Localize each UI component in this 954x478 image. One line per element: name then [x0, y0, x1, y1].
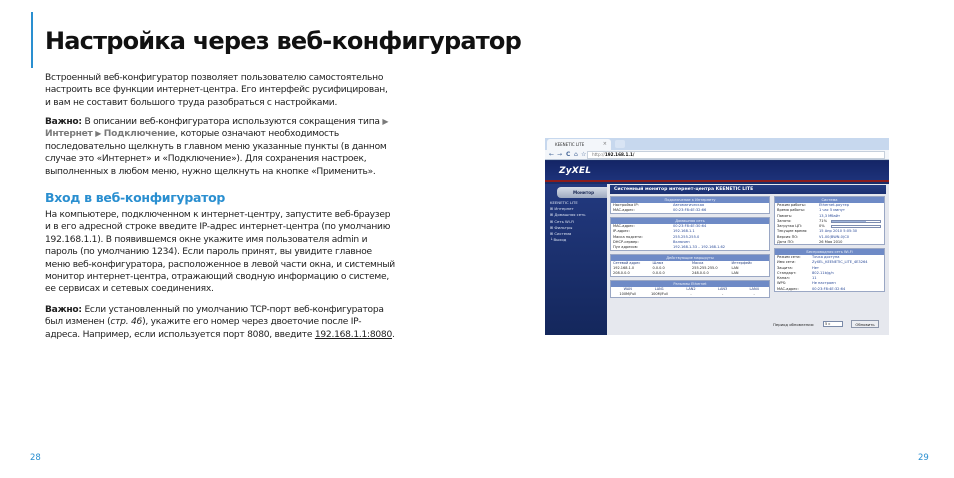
menu-item-home-network[interactable]: ⊞ Домашняя сеть: [550, 212, 586, 218]
zyxel-logo: ZyXEL: [559, 166, 592, 176]
note-important-1: Важно: В описании веб-конфигуратора используются сокращения типа ▶ Интернет ▶ Подключение, которые означают необходимость последовательно щелкнуть в главном меню указанные пункты (в данном случае это «Интернет» и «Подключение»). Для сохранения настроек, выполненных в любом меню, нужно щелкнуть на кнопке «Применить».: [45, 117, 389, 177]
reload-icon[interactable]: C: [566, 151, 571, 158]
menu-ref-internet: Интернет: [45, 129, 93, 140]
example-url-link[interactable]: 192.168.1.1:8080: [314, 329, 393, 340]
new-tab-button[interactable]: [615, 140, 625, 148]
panel-home-network: Домашняя сеть MAC-адрес: 00:23:F8:4E:30:64 IP-адрес: 192.168.1.1 Маска подсети: 255.255.255.0 DHCP-сервер: Включен Пул адресов: 192.168.1.33 – 192.168.1.62: [610, 217, 770, 251]
panel-system: Система Режим работы: Ethernet-роутер Время работы: 1 час 5 минут Память: 13,3 Мбайт Занято: 71% Загрузка ЦП: 0% Текущее время: 15 Апр 2010 5:05:30 Версия ПО: V1.00(BWN.0)C0 Дата ПО: 26 Мая 2010: [774, 196, 885, 245]
table-row: 192.168.1.0 0.0.0.0 255.255.255.0 LAN: [613, 266, 739, 271]
panel-routes: Действующие маршруты Сетевой адрес Шлюз Маска Интерфейс 192.168.1.0 0.0.0.0 255.255.255.0 LAN 208.0.0.0 0.0.0.0 248.0.0.0 LAN: [610, 254, 770, 277]
panel-ethernet: Разъемы Ethernet WAN LAN1 LAN2 LAN3 LAN4 100M/Full 100M/Full - - -: [610, 280, 770, 298]
home-icon[interactable]: ⌂: [574, 151, 578, 158]
system-monitor: [607, 184, 889, 335]
page-number-left: 28: [30, 453, 41, 463]
router-menu: [550, 200, 585, 243]
table-row: 208.0.0.0 0.0.0.0 248.0.0.0 LAN: [613, 271, 739, 276]
section-paragraph: На компьютере, подключенном к интернет-центру, запустите веб-браузер и в его адресной строке введите IP-адрес интернет-центра (по умолчанию 192.168.1.1). В появившемся окне укажите имя пользователя admin и пароль (по умолчанию 1234). Если пароль принят, вы увидите главное меню веб-конфигуратора, расположенное в левой части окна, и системный монитор интернет-центра, отражающий сводную информацию о системе, ее сервисах и сетевых соединениях.: [45, 210, 395, 295]
address-bar[interactable]: http://192.168.1.1/: [587, 151, 885, 159]
browser-tabstrip: [545, 138, 889, 150]
monitor-title: Системный монитор интернет-центра KEENETIC LITE: [610, 185, 886, 194]
note-label: Важно:: [45, 117, 82, 127]
monitor-button[interactable]: Монитор: [557, 187, 607, 198]
intro-paragraph: Встроенный веб-конфигуратор позволяет пользователю самостоятельно настроить все функции интернет-центра. Его интерфейс русифицирован, и вам не составит большого труда разобраться с настройками.: [45, 73, 388, 108]
section-heading: Вход в веб-конфигуратор: [45, 190, 226, 205]
panel-wifi: Беспроводная сеть Wi-Fi Режим сети: Точка доступа Имя сети: ZyXEL_KEENETIC_LITE_4E3264 Защита: Нет Стандарт: 802.11b/g/n Канал: 11 WPS: Не настроен MAC-адрес: 00:23:F8:4E:32:64: [774, 248, 885, 292]
browser-navbar: [545, 150, 889, 160]
star-icon[interactable]: ☆: [581, 151, 587, 158]
router-header: [545, 161, 889, 182]
refresh-button[interactable]: Обновить: [851, 320, 879, 328]
menu-item-system[interactable]: ⊞ Система: [550, 231, 572, 237]
arrow-right-icon: ▶: [382, 117, 389, 126]
menu-item-wifi[interactable]: ⊞ Сеть Wi-Fi: [550, 218, 575, 224]
page-number-right: 29: [918, 453, 929, 463]
menu-item-internet[interactable]: ⊞ Интернет: [550, 206, 574, 212]
page-reference[interactable]: стр. 46: [110, 317, 143, 328]
title-accent-bar: [31, 12, 33, 68]
panel-internet: Подключение к Интернету Настройка IP: Автоматическая MAC-адрес: 00:23:F8:4E:32:66: [610, 196, 770, 214]
note-label: Важно:: [45, 305, 82, 315]
close-tab-icon[interactable]: ×: [602, 141, 607, 147]
cpu-usage-bar: [831, 225, 881, 228]
router-sidebar: [545, 184, 607, 335]
back-icon[interactable]: ←: [549, 151, 555, 158]
menu-item-device[interactable]: KEENETIC LITE: [550, 200, 578, 205]
forward-icon[interactable]: →: [557, 151, 563, 158]
routes-header: Сетевой адрес Шлюз Маска Интерфейс: [613, 261, 753, 265]
arrow-right-icon: ▶: [95, 129, 102, 139]
refresh-period-label: Период обновления:: [773, 322, 815, 327]
page-title: Настройка через веб-конфигуратор: [45, 27, 521, 55]
menu-ref-connection: Подключение: [103, 129, 176, 140]
web-configurator-screenshot: [545, 138, 889, 335]
browser-tab[interactable]: KEENETIC LITE ×: [547, 139, 611, 150]
memory-usage-bar: [831, 220, 881, 223]
refresh-period-select[interactable]: 5 с: [823, 321, 843, 327]
note-important-2: Важно: Если установленный по умолчанию TCP-порт веб-конфигуратора был изменен (стр. 46), укажите его номер через двоеточие после IP-адреса. Например, если используется порт 8080, введите 192.168.1.1:8080.: [45, 305, 395, 340]
menu-item-filters[interactable]: ⊞ Фильтры: [550, 224, 573, 230]
menu-item-logout[interactable]: └ Выход: [550, 237, 567, 243]
